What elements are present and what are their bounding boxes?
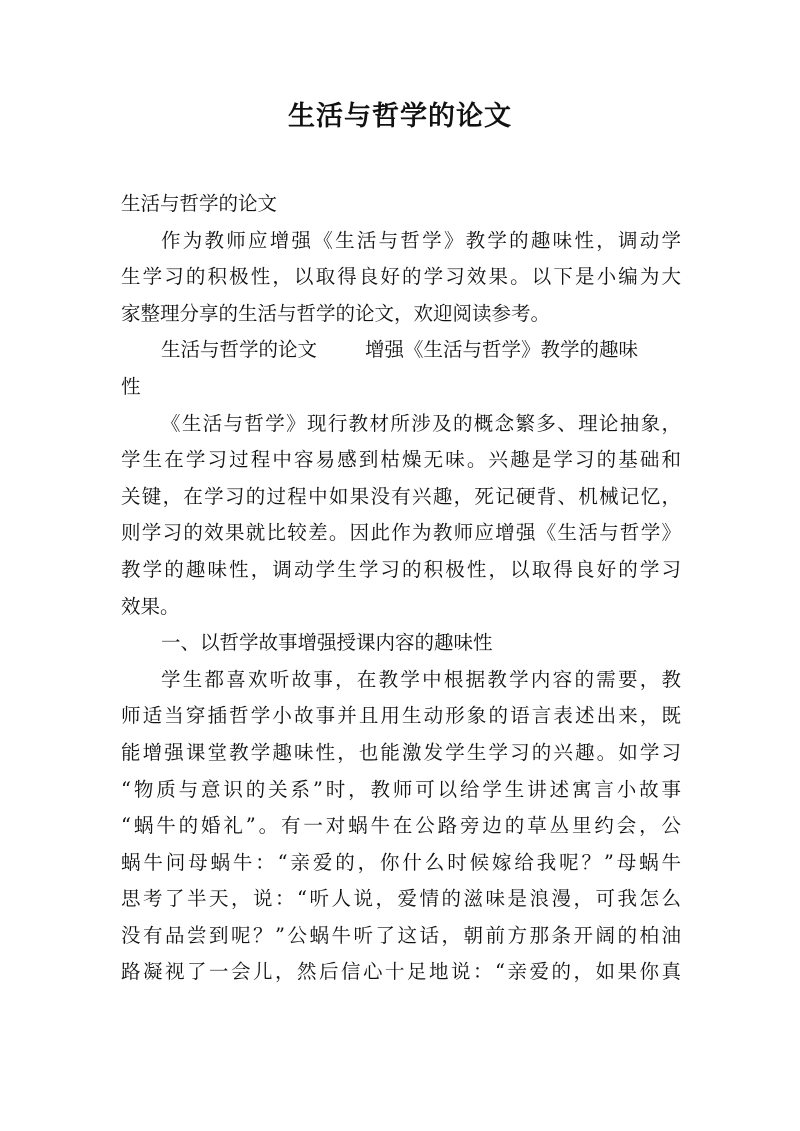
text-line: 教学的趣味性，调动学生学习的积极性，以取得良好的学习 bbox=[121, 557, 681, 581]
text-line-heading bbox=[121, 332, 681, 369]
text-line: 生活与哲学的论文 bbox=[121, 192, 278, 215]
text-line: 则学习的效果就比较差。因此作为教师应增强《生活与哲学》 bbox=[121, 521, 681, 545]
document-title: 生活与哲学的论文 bbox=[288, 101, 512, 132]
text-line: “蜗牛的婚礼”。有一对蜗牛在公路旁边的草丛里约会，公 bbox=[121, 814, 681, 838]
text-line: 学生都喜欢听故事，在教学中根据教学内容的需要，教 bbox=[161, 667, 681, 691]
text-line: 能增强课堂教学趣味性，也能激发学生学习的兴趣。如学习 bbox=[121, 740, 681, 764]
text-line: 家整理分享的生活与哲学的论文，欢迎阅读参考。 bbox=[121, 301, 551, 325]
text-line: 生学习的积极性，以取得良好的学习效果。以下是小编为大 bbox=[121, 265, 681, 289]
text-line: 性 bbox=[121, 374, 141, 398]
subtitle-right: 增强《生活与哲学》教学的趣味 bbox=[365, 338, 639, 362]
text-line: 学生在学习过程中容易感到枯燥无味。兴趣是学习的基础和 bbox=[121, 448, 681, 472]
section-heading: 一、以哲学故事增强授课内容的趣味性 bbox=[161, 631, 493, 655]
text-line: 《生活与哲学》现行教材所涉及的概念繁多、理论抽象， bbox=[161, 411, 681, 435]
subtitle-left: 生活与哲学的论文 bbox=[161, 338, 318, 362]
text-line: 效果。 bbox=[121, 594, 180, 618]
text-line: 思考了半天，说：“听人说，爱情的滋味是浪漫，可我怎么 bbox=[121, 887, 681, 911]
text-line: 师适当穿插哲学小故事并且用生动形象的语言表述出来，既 bbox=[121, 704, 681, 728]
text-line: 作为教师应增强《生活与哲学》教学的趣味性，调动学 bbox=[161, 228, 681, 252]
document-body bbox=[121, 186, 681, 991]
text-line: 路凝视了一会儿，然后信心十足地说：“亲爱的，如果你真 bbox=[121, 960, 681, 984]
text-line: 没有品尝到呢？”公蜗牛听了这话，朝前方那条开阔的柏油 bbox=[121, 923, 681, 947]
text-line: 蜗牛问母蜗牛：“亲爱的，你什么时候嫁给我呢？”母蜗牛 bbox=[121, 850, 681, 874]
text-line: 关键，在学习的过程中如果没有兴趣，死记硬背、机械记忆， bbox=[121, 484, 681, 508]
text-line: “物质与意识的关系”时，教师可以给学生讲述寓言小故事 bbox=[121, 777, 681, 801]
